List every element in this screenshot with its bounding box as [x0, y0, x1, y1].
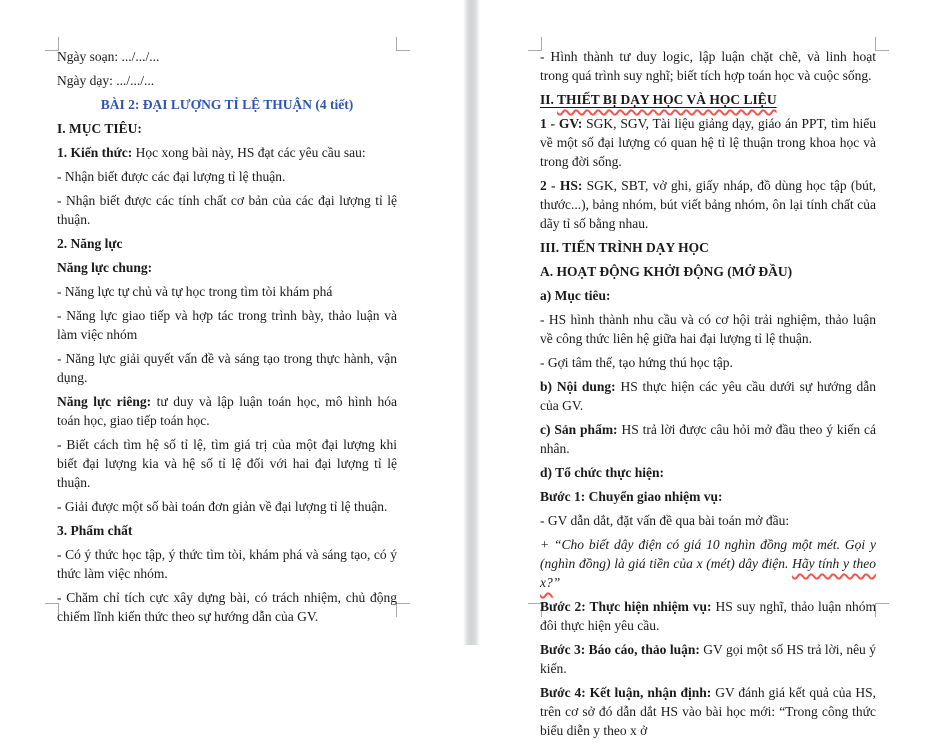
text-run: 3. Phẩm chất	[57, 523, 133, 538]
text-run: - Biết cách tìm hệ số tỉ lệ, tìm giá trị của một đại lượng khi biết đại lượng kia và hệ số tỉ lệ đối với hai đại lượng tỉ lệ thuận.	[57, 437, 397, 490]
paragraph[interactable]	[57, 521, 397, 540]
text-boundary-mark	[875, 603, 889, 617]
text-run: - Hình thành tư duy logic, lập luận chặt chẽ, và linh hoạt trong quá trình suy nghĩ; biết tích hợp toán học và cuộc sống.	[540, 49, 876, 83]
paragraph[interactable]	[540, 90, 876, 109]
spellcheck-squiggle	[557, 92, 777, 107]
text-run: 2. Năng lực	[57, 236, 123, 251]
paragraph[interactable]	[57, 95, 397, 114]
text-run: HS thực hiện các yêu cầu dưới sự hướng dẫn của GV.	[540, 379, 876, 413]
text-run: Bước 4: Kết luận, nhận định:	[540, 685, 712, 700]
text-run: Học xong bài này, HS đạt các yêu cầu sau:	[135, 145, 366, 160]
text-run: GV gọi một số HS trả lời, nêu ý kiến.	[540, 642, 876, 676]
paragraph[interactable]	[57, 71, 397, 90]
text-run: BÀI 2: ĐẠI LƯỢNG TỈ LỆ THUẬN (4 tiết)	[100, 97, 354, 112]
paragraph[interactable]	[540, 310, 876, 348]
paragraph[interactable]	[540, 377, 876, 415]
page-right-text[interactable]	[540, 47, 876, 745]
text-run: Bước 1: Chuyển giao nhiệm vụ:	[540, 489, 723, 504]
text-run: ”	[552, 575, 561, 590]
text-run: - Giải được một số bài toán đơn giản về đại lượng tỉ lệ thuận.	[57, 499, 388, 514]
paragraph[interactable]	[540, 353, 876, 372]
paragraph[interactable]	[57, 349, 397, 387]
text-run: - HS hình thành nhu cầu và có cơ hội trải nghiệm, thảo luận về công thức liên hệ giữa hai đại lượng tỉ lệ thuận.	[540, 312, 876, 346]
paragraph[interactable]	[57, 306, 397, 344]
text-run: SGK, SBT, vở ghi, giấy nháp, đồ dùng học tập (bút, thước...), bảng nhóm, bút viết bảng nhóm, ôn lại tính chất của dãy tỉ số bằng nhau.	[540, 178, 876, 231]
text-boundary-mark	[396, 603, 410, 617]
paragraph[interactable]	[57, 119, 397, 138]
paragraph[interactable]	[57, 258, 397, 277]
paragraph[interactable]	[57, 143, 397, 162]
text-run: HS trả lời được câu hỏi mở đầu theo ý kiến cá nhân.	[540, 422, 876, 456]
text-run: HS suy nghĩ, thảo luận nhóm đôi thực hiện yêu cầu.	[540, 599, 877, 633]
text-run: Bước 2: Thực hiện nhiệm vụ:	[540, 599, 712, 614]
page-left-text[interactable]	[57, 47, 397, 631]
text-run: - Có ý thức học tập, ý thức tìm tòi, khám phá và sáng tạo, có ý thức làm việc nhóm.	[57, 547, 397, 581]
text-run: A. HOẠT ĐỘNG KHỞI ĐỘNG (MỞ ĐẦU)	[540, 264, 793, 279]
paragraph[interactable]	[57, 234, 397, 253]
text-run: - Nhận biết được các đại lượng tỉ lệ thuận.	[57, 169, 286, 184]
text-run: Năng lực chung:	[57, 260, 153, 275]
text-run: c) Sản phẩm:	[540, 422, 618, 437]
paragraph[interactable]	[540, 597, 876, 635]
text-run: THIẾT BỊ DẠY HỌC VÀ HỌC LIỆU	[557, 92, 777, 107]
paragraph[interactable]	[57, 47, 397, 66]
paragraph[interactable]	[540, 535, 876, 592]
paragraph[interactable]	[57, 392, 397, 430]
text-run: d) Tổ chức thực hiện:	[540, 465, 664, 480]
paragraph[interactable]	[57, 545, 397, 583]
paragraph[interactable]	[540, 487, 876, 506]
paragraph[interactable]	[540, 683, 876, 740]
text-run: II.	[540, 92, 558, 107]
text-run: tư duy và lập luận toán học, mô hình hóa toán học, giao tiếp toán học.	[57, 394, 397, 428]
text-run: - Nhận biết được các tính chất cơ bản của các đại lượng tỉ lệ thuận.	[57, 193, 397, 227]
paragraph[interactable]	[540, 420, 876, 458]
text-run: - Năng lực tự chủ và tự học trong tìm tòi khám phá	[57, 284, 333, 299]
text-run: Năng lực riêng:	[57, 394, 152, 409]
text-boundary-mark	[396, 37, 410, 51]
page-gap	[463, 0, 480, 645]
paragraph[interactable]	[540, 47, 876, 85]
text-run: 2 - HS:	[540, 178, 583, 193]
text-run: Hãy tính y theo x?	[540, 556, 876, 590]
paragraph[interactable]	[540, 511, 876, 530]
paragraph[interactable]	[540, 463, 876, 482]
text-run: GV đánh giá kết quả của HS, trên cơ sở đó dẫn dắt HS vào bài học mới: “Trong công thức biểu diễn y theo x ở	[540, 685, 876, 738]
paragraph[interactable]	[57, 497, 397, 516]
text-run: - Năng lực giải quyết vấn đề và sáng tạo trong thực hành, vận dụng.	[57, 351, 397, 385]
text-run: SGK, SGV, Tài liệu giảng dạy, giáo án PPT, tìm hiểu về một số đại lượng có quan hệ tỉ lệ thuận trong khoa học và trong đời sống.	[540, 116, 876, 169]
paragraph[interactable]	[540, 286, 876, 305]
text-run: 1 - GV:	[540, 116, 587, 131]
text-run: - Năng lực giao tiếp và hợp tác trong trình bày, thảo luận và làm việc nhóm	[57, 308, 397, 342]
text-run: a) Mục tiêu:	[540, 288, 611, 303]
text-run: - GV dẫn dắt, đặt vấn đề qua bài toán mở đầu:	[540, 513, 790, 528]
paragraph[interactable]	[540, 640, 876, 678]
paragraph[interactable]	[57, 191, 397, 229]
text-run: III. TIẾN TRÌNH DẠY HỌC	[540, 240, 709, 255]
text-run: + “Cho biết dây điện có giá 10 nghìn đồng một mét. Gọi y (nghìn đồng) là giá tiền của x (mét) dây điện.	[540, 537, 876, 571]
text-run: 1. Kiến thức:	[57, 145, 136, 160]
text-run: Ngày dạy: .../.../...	[57, 73, 155, 88]
text-run: I. MỤC TIÊU:	[57, 121, 142, 136]
text-run: b) Nội dung:	[540, 379, 616, 394]
paragraph[interactable]	[57, 588, 397, 626]
paragraph[interactable]	[540, 114, 876, 171]
text-run: - Gợi tâm thế, tạo hứng thú học tập.	[540, 355, 733, 370]
paragraph[interactable]	[57, 167, 397, 186]
text-run: Ngày soạn: .../.../...	[57, 49, 160, 64]
paragraph[interactable]	[57, 282, 397, 301]
paragraph[interactable]	[540, 176, 876, 233]
text-run: - Chăm chỉ tích cực xây dựng bài, có trách nhiệm, chủ động chiếm lĩnh kiến thức theo sự hướng dẫn của GV.	[57, 590, 397, 624]
paragraph[interactable]	[540, 262, 876, 281]
paragraph[interactable]	[540, 238, 876, 257]
text-run: Bước 3: Báo cáo, thảo luận:	[540, 642, 700, 657]
paragraph[interactable]	[57, 435, 397, 492]
text-boundary-mark	[875, 37, 889, 51]
